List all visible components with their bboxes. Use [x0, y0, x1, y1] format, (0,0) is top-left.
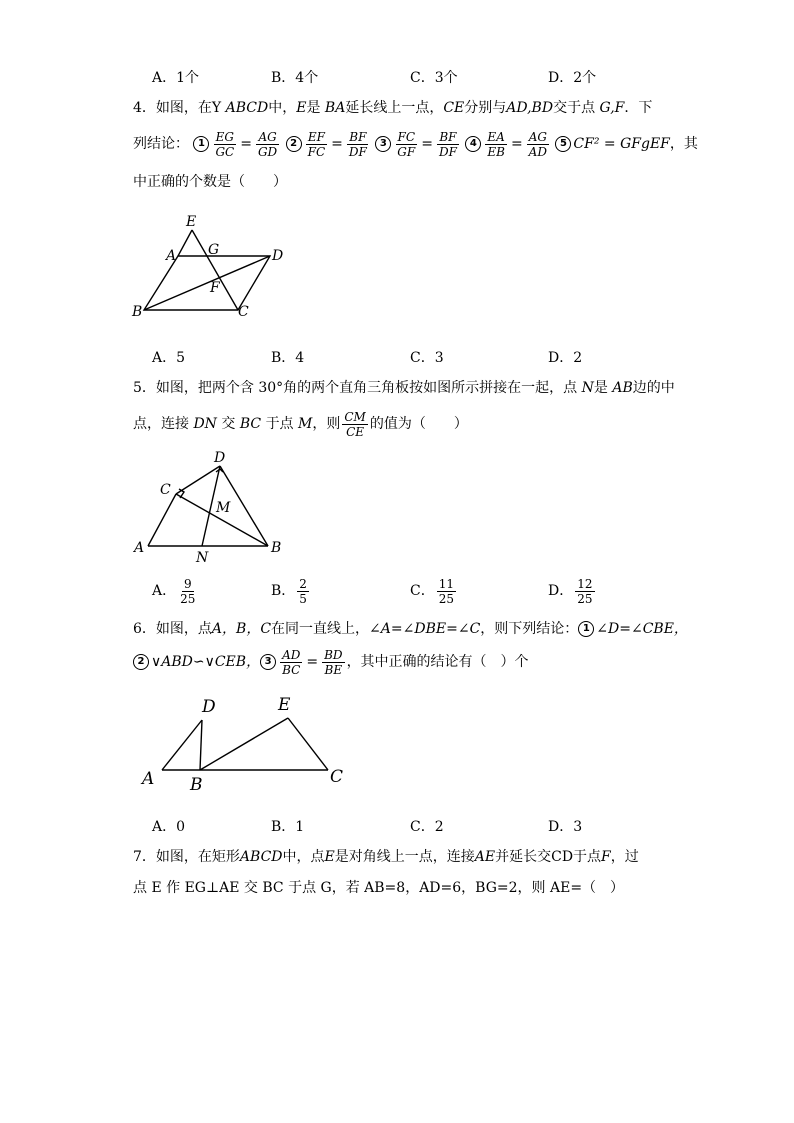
q5-option-b[interactable]: B． $\frac{2}{5}$: [271, 576, 307, 606]
q6-math: ∠D=∠CBE，: [596, 621, 688, 637]
fraction: $\frac{BD}{BE}$: [324, 647, 343, 677]
q4-text: ，其: [669, 136, 698, 152]
q3-option-c[interactable]: C．3个: [410, 70, 458, 86]
q3-option-b[interactable]: B．4个: [271, 70, 319, 86]
q3-option-d[interactable]: D．2个: [548, 70, 597, 86]
q5-text: 点，连接: [133, 416, 189, 432]
q4-math: ABCD: [225, 100, 269, 116]
q4-math: E: [296, 100, 307, 116]
fraction: $\frac{AD}{BC}$: [282, 647, 301, 677]
q6-math: C: [469, 621, 481, 637]
q4-stem-line2: 列结论： 1 $\frac{EG}{GC}$ = $\frac{AG}{GD}$ 2 $\frac{EF}{FC}$ = $\frac{BF}{DF}$ 3 $\frac{FC}{GF}$ = $\frac{BF}{DF}$ 4 $\frac{EA}{EB}$ = $\frac{AG}{AD}$ 5 CF² = GFgEF，其: [133, 129, 698, 159]
q3-option-a[interactable]: A．1个: [152, 70, 200, 86]
q6-math: A: [380, 621, 391, 637]
circled-number-1: 1: [193, 136, 209, 152]
fraction: $\frac{EF}{FC}$: [307, 129, 326, 159]
q6-figure-lines: [162, 718, 328, 770]
circled-number-2: 2: [286, 136, 302, 152]
q4-option-a[interactable]: A．5: [152, 350, 186, 366]
fraction: $\frac{AG}{AD}$: [528, 129, 547, 159]
q6-text: =∠: [390, 621, 415, 637]
label-A: A: [134, 540, 145, 556]
q5-figure: [130, 448, 290, 566]
q6-option-b[interactable]: B．1: [271, 819, 305, 835]
q5-option-d[interactable]: D． $\frac{12}{25}$: [548, 576, 593, 606]
q4-math: G,F: [599, 100, 625, 116]
label-A: A: [142, 769, 155, 789]
q5-figure-lines: [148, 466, 268, 546]
q7-text: 7．如图，在矩形: [133, 849, 240, 865]
q6-stem-line2: 2 ∨ABD∽∨CEB， 3 $\frac{AD}{BC}$ = $\frac{BD}{BE}$ ，其中正确的结论有（ ）个: [133, 646, 529, 678]
q5-text: 边的中: [632, 380, 675, 396]
q6-text: 6．如图，点: [133, 621, 212, 637]
circled-number-3: 3: [260, 654, 276, 670]
q4-text: 延长线上一点，: [345, 100, 444, 116]
q7-math: AE: [474, 849, 496, 865]
label-B: B: [271, 540, 282, 556]
q5-math: AB: [612, 380, 633, 396]
label-N: N: [196, 550, 209, 566]
fraction: $\frac{BF}{DF}$: [438, 129, 457, 159]
q6-option-a[interactable]: A．0: [152, 819, 186, 835]
q7-text: 是对角线上一点，连接: [334, 849, 475, 865]
parallelogram-symbol: Y: [211, 100, 222, 116]
q7-text: CD: [551, 849, 574, 865]
q6-text: 在同一直线上，∠: [271, 621, 381, 637]
fraction: $\frac{CM}{CE}$: [344, 409, 366, 439]
q7-stem-line1: [133, 847, 639, 867]
q4-figure-lines: [144, 230, 270, 310]
label-E: E: [186, 214, 197, 230]
q4-options: [0, 347, 794, 371]
label-D: D: [214, 450, 226, 466]
q4-text: 是: [306, 100, 321, 116]
q7-text: ，过: [610, 849, 639, 865]
q4-text: 4．如图，在: [133, 100, 212, 116]
q5-stem-line2: [133, 408, 468, 440]
q5-math: BC: [239, 416, 262, 432]
q5-math: M: [298, 416, 313, 432]
label-B: B: [132, 304, 143, 320]
q5-math: DN: [193, 416, 217, 432]
q6-math: A，B，C: [211, 621, 272, 637]
q6-options: [0, 816, 794, 840]
label-M: M: [216, 500, 231, 516]
label-D: D: [272, 248, 284, 264]
q6-math: ∨ABD∽∨CEB，: [151, 654, 261, 670]
q6-text: ，则下列结论：: [480, 621, 579, 637]
q4-text: 列结论：: [133, 136, 189, 152]
circled-number-3: 3: [375, 136, 391, 152]
q7-math: ABCD: [239, 849, 283, 865]
q4-option-b[interactable]: B．4: [271, 350, 305, 366]
q5-stem-line1: [133, 378, 675, 398]
q4-stem-line3: 中正确的个数是（ ）: [133, 174, 287, 190]
q7-math: F: [601, 849, 611, 865]
q4-option-d[interactable]: D．2: [548, 350, 583, 366]
q5-text: 是: [593, 380, 608, 396]
q5-math: N: [581, 380, 594, 396]
fraction: $\frac{FC}{GF}$: [397, 129, 416, 159]
q5-option-a[interactable]: A． $\frac{9}{25}$: [152, 576, 196, 606]
q6-text: ，其中正确的结论有（ ）个: [346, 654, 529, 670]
q4-math: CE: [443, 100, 465, 116]
q4-text: 中，: [268, 100, 297, 116]
label-D: D: [202, 697, 216, 717]
q4-math: AD,BD: [506, 100, 554, 116]
q5-options: [0, 573, 794, 609]
q5-text: ，则: [312, 416, 341, 432]
fraction: $\frac{EG}{GC}$: [215, 129, 235, 159]
circled-number-5: 5: [555, 136, 571, 152]
q6-math: DBE: [414, 621, 447, 637]
label-C: C: [330, 767, 344, 787]
fraction: $\frac{EA}{EB}$: [487, 129, 505, 159]
q4-math: CF² = GFgEF: [573, 136, 670, 152]
q6-text: =∠: [446, 621, 470, 637]
circled-number-2: 2: [133, 654, 149, 670]
label-G: G: [208, 242, 220, 258]
q5-option-c[interactable]: C． $\frac{11}{25}$: [410, 576, 454, 606]
q7-math: E: [324, 849, 335, 865]
q4-math: BA: [324, 100, 346, 116]
fraction: $\frac{AG}{GD}$: [257, 129, 278, 159]
q6-option-d[interactable]: D．3: [548, 819, 583, 835]
q4-text: 交于点: [553, 100, 596, 116]
q3-options: [0, 67, 794, 91]
q4-stem-line1: [133, 98, 652, 118]
label-C: C: [160, 482, 171, 498]
q7-stem-line2: 点 E 作 EG⊥AE 交 BC 于点 G，若 AB=8，AD=6，BG=2，则 AE=（ ）: [133, 880, 625, 896]
q4-text: ．下: [624, 100, 653, 116]
q7-text: 中，点: [282, 849, 325, 865]
fraction: $\frac{BF}{DF}$: [348, 129, 367, 159]
q5-text: 于点: [265, 416, 294, 432]
q4-option-c[interactable]: C．3: [410, 350, 444, 366]
q5-text: 的值为（ ）: [369, 416, 468, 432]
q4-text: 分别与: [464, 100, 507, 116]
q5-text: 交: [221, 416, 236, 432]
q6-option-c[interactable]: C．2: [410, 819, 444, 835]
circled-number-4: 4: [465, 136, 481, 152]
q7-text: 于点: [573, 849, 602, 865]
q6-figure: [138, 690, 358, 798]
label-C: C: [238, 304, 249, 320]
label-A: A: [166, 248, 177, 264]
q7-text: 并延长交: [495, 849, 552, 865]
circled-number-1: 1: [578, 621, 594, 637]
q5-text: 5．如图，把两个含 30°角的两个直角三角板按如图所示拼接在一起，点: [133, 380, 578, 396]
q4-figure: [130, 210, 300, 325]
label-B: B: [190, 775, 203, 795]
label-E: E: [278, 695, 291, 715]
label-F: F: [210, 280, 220, 296]
q6-stem-line1: [133, 619, 688, 639]
